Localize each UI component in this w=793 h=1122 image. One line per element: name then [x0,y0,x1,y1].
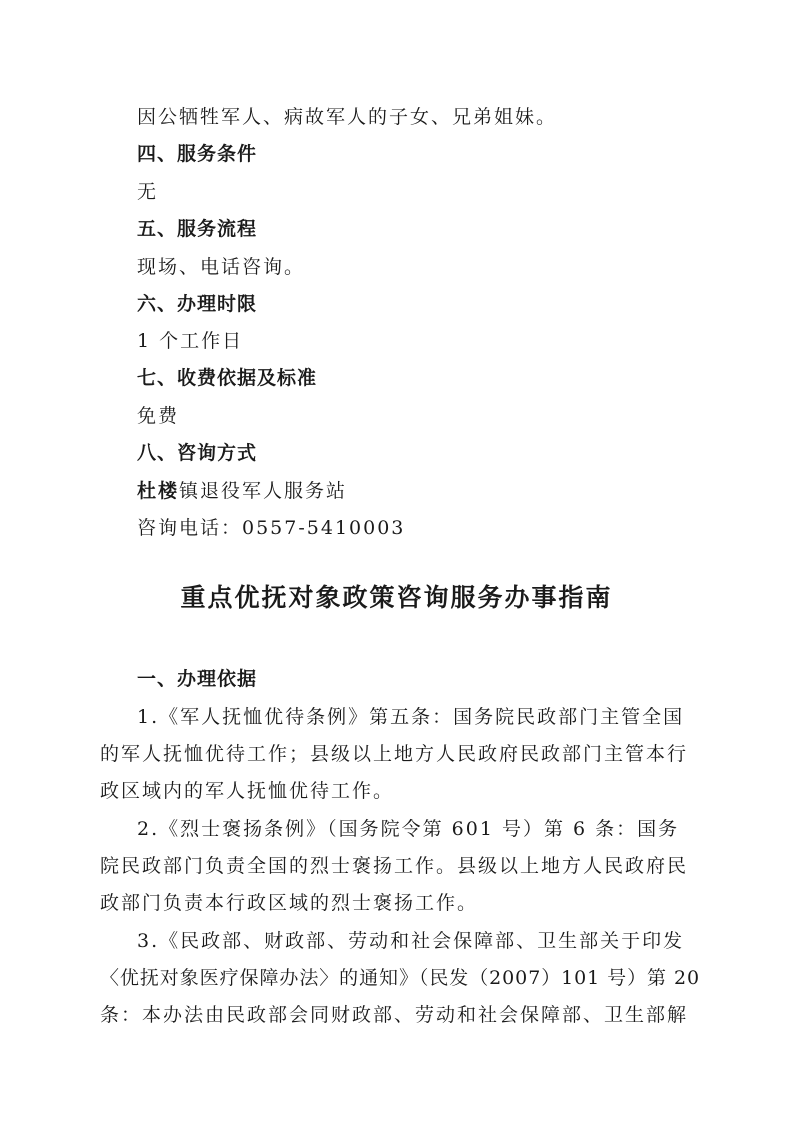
paragraph-line: 1.《军人抚恤优待条例》第五条：国务院民政部门主管全国 [137,706,685,728]
contact-place-town: 杜楼 [137,480,180,502]
section-heading: 八、咨询方式 [137,442,258,464]
text-line: 因公牺牲军人、病故军人的子女、兄弟姐妹。 [137,106,558,128]
section-heading: 六、办理时限 [137,293,258,315]
contact-phone: 咨询电话：0557-5410003 [137,517,406,539]
section-heading: 四、服务条件 [137,143,258,165]
section-content: 免费 [137,405,180,427]
paragraph-line: 2.《烈士褒扬条例》（国务院令第 601 号）第 6 条：国务 [137,818,680,840]
section-heading: 一、办理依据 [137,668,258,690]
paragraph-line: 〈优抚对象医疗保障办法〉的通知》（民发（2007）101 号）第 20 [100,967,700,989]
page-title: 重点优抚对象政策咨询服务办事指南 [180,583,613,612]
contact-place [137,477,347,505]
paragraph-line: 的军人抚恤优待工作；县级以上地方人民政府民政部门主管本行 [100,743,689,765]
paragraph-line: 政部门负责本行政区域的烈士褒扬工作。 [100,892,479,914]
section-content: 无 [137,181,159,203]
paragraph-line: 政区域内的军人抚恤优待工作。 [100,780,395,802]
contact-place-station: 镇退役军人服务站 [179,480,348,502]
section-content: 1 个工作日 [137,330,244,352]
section-heading: 五、服务流程 [137,218,258,240]
section-heading: 七、收费依据及标准 [137,367,318,389]
paragraph-line: 3.《民政部、财政部、劳动和社会保障部、卫生部关于印发 [137,930,685,952]
paragraph-line: 条：本办法由民政部会同财政部、劳动和社会保障部、卫生部解 [100,1004,689,1026]
paragraph-line: 院民政部门负责全国的烈士褒扬工作。县级以上地方人民政府民 [100,855,689,877]
section-content: 现场、电话咨询。 [137,256,306,278]
